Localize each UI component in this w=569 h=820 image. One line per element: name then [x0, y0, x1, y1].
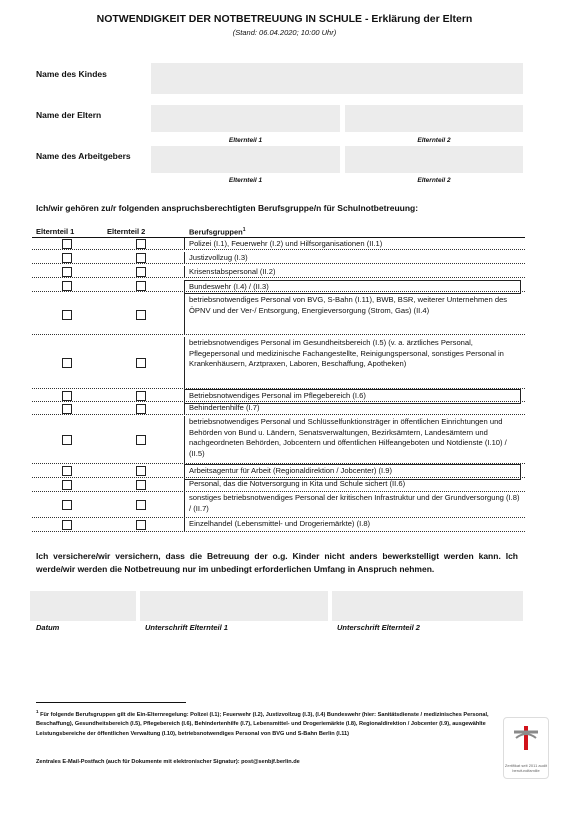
- parent2-checkbox[interactable]: [136, 281, 146, 291]
- parent2-checkbox[interactable]: [136, 253, 146, 263]
- footnote-rule: [36, 702, 186, 703]
- contact-footer: Zentrales E-Mail-Postfach (auch für Dokumente mit elektronischer Signatur): post@senbjf.berlin.de: [36, 759, 300, 765]
- audit-logo-icon: [504, 718, 548, 758]
- profession-group-label: Einzelhandel (Lebensmittel- und Drogeriemärkte) (I.8): [184, 518, 521, 532]
- parent2-checkbox[interactable]: [136, 480, 146, 490]
- row-divider: [32, 414, 525, 415]
- parent1-caption: Elternteil 1: [228, 177, 263, 184]
- eligibility-intro: Ich/wir gehören zu/r folgenden anspruchsberechtigten Berufsgruppe/n für Schulnotbetreuung:: [36, 203, 419, 213]
- profession-group-label: betriebsnotwendiges Personal von BVG, S-Bahn (I.11), BWB, BSR, weiterer Unternehmen des ÖPNV und der Ver-/ Entsorgung, Energieversorgung (Strom, Gas) (II.4): [184, 294, 521, 335]
- parent1-checkbox[interactable]: [62, 391, 72, 401]
- document-title: NOTWENDIGKEIT DER NOTBETREUUNG IN SCHULE - Erklärung der Eltern: [96, 13, 473, 25]
- table-row: [32, 464, 525, 478]
- profession-group-label: Polizei (I.1), Feuerwehr (I.2) und Hilfsorganisationen (II.1): [184, 238, 521, 250]
- table-row: [32, 416, 525, 464]
- column-header-parent1: Elternteil 1: [36, 227, 75, 236]
- parents-name-label: Name der Eltern: [36, 110, 102, 120]
- parent1-checkbox[interactable]: [62, 404, 72, 414]
- parent2-checkbox[interactable]: [136, 391, 146, 401]
- table-row: [32, 337, 525, 389]
- parent2-checkbox[interactable]: [136, 358, 146, 368]
- profession-group-label: betriebsnotwendiges Personal und Schlüsselfunktionsträger in öffentlichen Einrichtungen und Behörden von Bund u. Ländern, Senatsverwaltungen, Bezirksämtern, Landesämtern und nachgeordneten Behörden, Jobcentern und öffentlichen Hilfeangeboten und Notdienste (I.10) / (II.5): [184, 416, 521, 464]
- row-divider: [32, 531, 525, 532]
- table-row: [32, 402, 525, 415]
- table-row: [32, 238, 525, 250]
- parent2-caption: Elternteil 2: [417, 177, 451, 184]
- parent1-checkbox[interactable]: [62, 480, 72, 490]
- signature-parent1-field[interactable]: [140, 591, 328, 621]
- employer-name-label: Name des Arbeitgebers: [36, 151, 131, 161]
- parent1-checkbox[interactable]: [62, 500, 72, 510]
- parent2-checkbox[interactable]: [136, 500, 146, 510]
- parent2-checkbox[interactable]: [136, 239, 146, 249]
- document-date: (Stand: 06.04.2020; 10:00 Uhr): [232, 28, 337, 37]
- parent1-employer-field[interactable]: [151, 146, 340, 173]
- parent2-caption: Elternteil 2: [417, 137, 451, 144]
- date-caption: Datum: [36, 623, 60, 632]
- child-name-field[interactable]: [151, 63, 523, 94]
- row-divider: [32, 291, 525, 292]
- parent1-checkbox[interactable]: [62, 267, 72, 277]
- profession-group-label: Arbeitsagentur für Arbeit (Regionaldirektion / Jobcenter) (I.9): [184, 464, 521, 480]
- table-row: [32, 294, 525, 335]
- parent1-name-field[interactable]: [151, 105, 340, 132]
- profession-group-label: sonstiges betriebsnotwendiges Personal der kritischen Infrastruktur und der Grundversorgung (I.8) / (II.7): [184, 492, 521, 518]
- footnote-text: Für folgende Berufsgruppen gilt die Ein-Elternregelung: Polizei (I.1); Feuerwehr (I.2), Justizvollzug (I.3), (I.4) Bundeswehr (hier: Sanitätsdienste / medizinisches Personal, Beschaffung), Gesundheitsbereich (I.5), Pflegebereich (I.6), Behindertenhilfe (I.7), Lebensmittel- und Drogeriemärkte (I.8), Regionaldirektion / Jobcenter (I.9), ausgewählte Leistungsbereiche der öffentlichen Verwaltung (I.10), betriebsnotwendiges Personal von BVG und S-Bahn Berlin (I.11): [36, 711, 489, 737]
- table-row: [32, 280, 525, 292]
- child-name-label: Name des Kindes: [36, 69, 107, 79]
- parent2-checkbox[interactable]: [136, 520, 146, 530]
- parent1-caption: Elternteil 1: [228, 137, 263, 144]
- declaration-text: Ich versichere/wir versichern, dass die Betreuung der o.g. Kinder nicht anders bewerkstelligt werden kann. Ich werde/wir werden die Notbetreuung nur im unbedingt erforderlichen Umfang in Anspruch nehmen.: [36, 551, 518, 574]
- column-header-professions: [189, 227, 246, 237]
- profession-group-label: Behindertenhilfe (I.7): [184, 402, 521, 415]
- profession-group-label: Krisenstabspersonal (II.2): [184, 266, 521, 278]
- parent1-checkbox[interactable]: [62, 520, 72, 530]
- parent1-checkbox[interactable]: [62, 466, 72, 476]
- parent1-checkbox[interactable]: [62, 358, 72, 368]
- profession-group-label: Personal, das die Notversorgung in Kita und Schule sichert (II.6): [184, 478, 521, 492]
- profession-group-label: Bundeswehr (I.4) / (II.3): [184, 280, 521, 294]
- signature-parent1-caption: Unterschrift Elternteil 1: [145, 623, 228, 632]
- audit-certificate-logo: [503, 717, 549, 779]
- signature-parent2-field[interactable]: [332, 591, 523, 621]
- footnote-number: 1: [36, 709, 39, 714]
- signature-parent2-caption: Unterschrift Elternteil 2: [337, 623, 420, 632]
- parent2-employer-field[interactable]: [345, 146, 523, 173]
- row-divider: [32, 249, 525, 250]
- date-field[interactable]: [30, 591, 136, 621]
- table-row: [32, 518, 525, 532]
- parent2-checkbox[interactable]: [136, 466, 146, 476]
- parent1-checkbox[interactable]: [62, 435, 72, 445]
- row-divider: [32, 263, 525, 264]
- table-row: [32, 252, 525, 264]
- profession-group-label: Betriebsnotwendiges Personal im Pflegebereich (I.6): [184, 389, 521, 404]
- profession-group-label: betriebsnotwendiges Personal im Gesundheitsbereich (I.5) (v. a. ärztliches Personal, Pflegepersonal und medizinische Fachangestellte, Reinigungspersonal, sonstiges Personal in Krankenhäusern, Arztpraxen, Laboren, Beschaffung, Apotheken): [184, 337, 521, 389]
- parent2-checkbox[interactable]: [136, 435, 146, 445]
- parent2-checkbox[interactable]: [136, 404, 146, 414]
- parent1-checkbox[interactable]: [62, 310, 72, 320]
- parent2-checkbox[interactable]: [136, 267, 146, 277]
- column-header-professions-label: Berufsgruppen: [189, 227, 243, 237]
- table-row: [32, 389, 525, 402]
- table-row: [32, 266, 525, 278]
- parent1-checkbox[interactable]: [62, 253, 72, 263]
- parent2-checkbox[interactable]: [136, 310, 146, 320]
- parent1-checkbox[interactable]: [62, 281, 72, 291]
- audit-logo-text: Zertifikat seit 2011 audit berufundfamilie: [504, 763, 548, 773]
- row-divider: [32, 334, 525, 335]
- column-header-parent2: Elternteil 2: [107, 227, 146, 236]
- table-row: [32, 478, 525, 492]
- footnote: [36, 707, 520, 739]
- row-divider: [32, 277, 525, 278]
- profession-group-label: Justizvollzug (I.3): [184, 252, 521, 264]
- table-row: [32, 492, 525, 518]
- parent1-checkbox[interactable]: [62, 239, 72, 249]
- footnote-marker: 1: [242, 227, 246, 233]
- parent2-name-field[interactable]: [345, 105, 523, 132]
